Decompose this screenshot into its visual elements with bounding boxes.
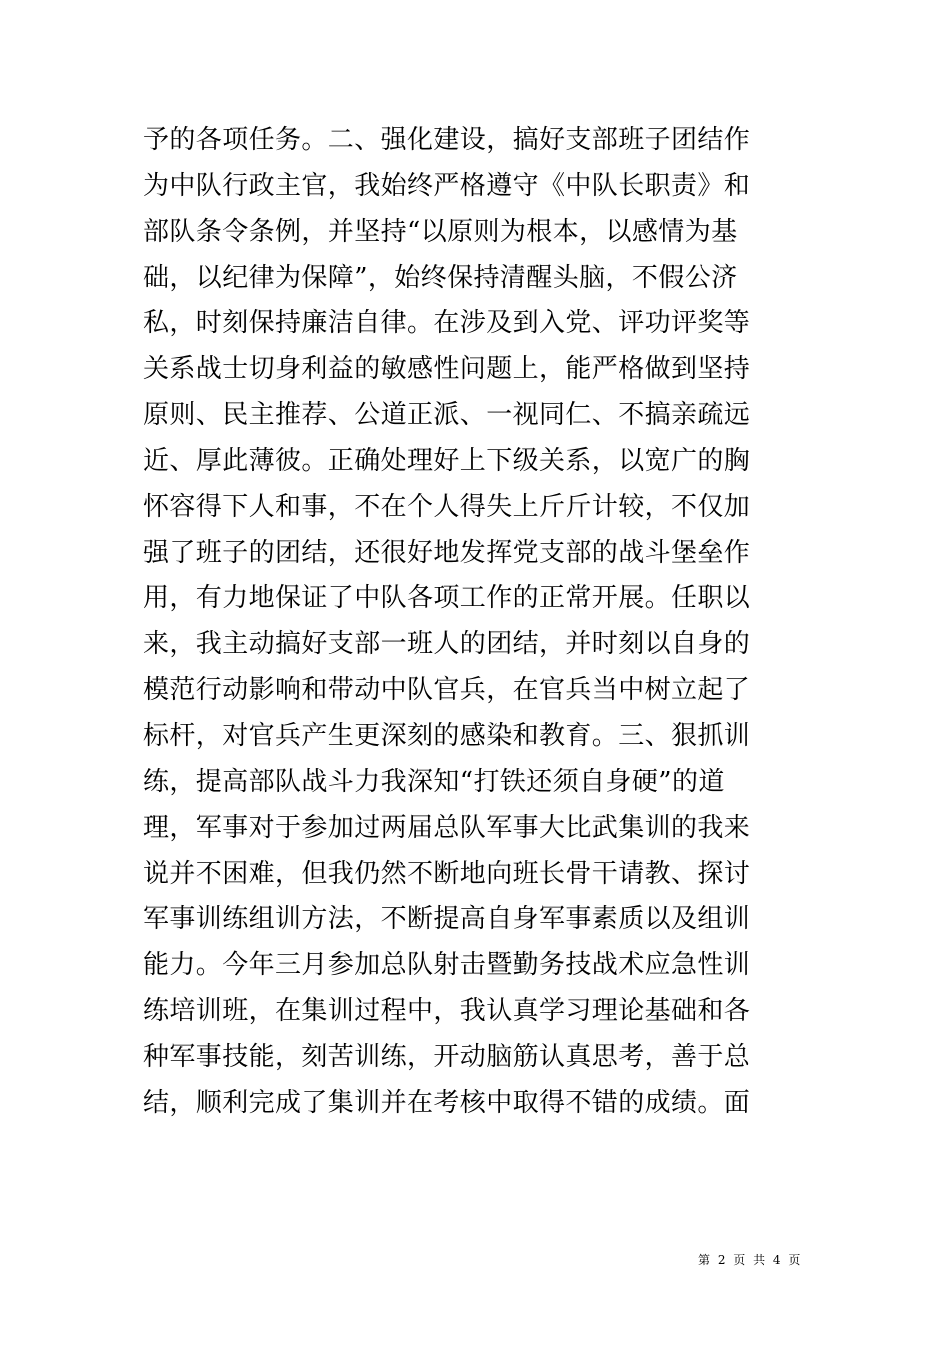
text-line: 础，以纪律为保障”，始终保持清醒头脑，不假公济 [143, 262, 738, 293]
text-line: 能力。今年三月参加总队射击暨勤务技战术应急性训 [143, 950, 751, 981]
text-line: 部队条令条例，并坚持“以原则为根本，以感情为基 [143, 216, 738, 247]
text-line: 结，顺利完成了集训并在考核中取得不错的成绩。面 [143, 1087, 751, 1118]
body-text [143, 118, 783, 1127]
text-line: 练培训班，在集训过程中，我认真学习理论基础和各 [143, 996, 751, 1027]
text-line: 来，我主动搞好支部一班人的团结，并时刻以自身的 [143, 629, 751, 660]
text-line: 予的各项任务。二、强化建设，搞好支部班子团结作 [143, 125, 751, 155]
text-line: 说并不困难，但我仍然不断地向班长骨干请教、探讨 [143, 858, 751, 889]
text-line: 关系战士切身利益的敏感性问题上，能严格做到坚持 [143, 354, 751, 385]
text-line: 强了班子的团结，还很好地发挥党支部的战斗堡垒作 [143, 537, 751, 568]
text-line: 军事训练组训方法，不断提高自身军事素质以及组训 [143, 904, 751, 935]
text-line: 模范行动影响和带动中队官兵，在官兵当中树立起了 [143, 675, 751, 706]
text-line: 种军事技能，刻苦训练，开动脑筋认真思考，善于总 [143, 1041, 751, 1072]
text-line: 近、厚此薄彼。正确处理好上下级关系，以宽广的胸 [143, 445, 751, 476]
page-number-footer: 第 2 页 共 4 页 [698, 1253, 801, 1267]
text-line: 用，有力地保证了中队各项工作的正常开展。任职以 [143, 583, 751, 614]
text-line: 怀容得下人和事，不在个人得失上斤斤计较，不仅加 [143, 491, 751, 522]
text-line: 私，时刻保持廉洁自律。在涉及到入党、评功评奖等 [143, 308, 751, 339]
text-line: 原则、民主推荐、公道正派、一视同仁、不搞亲疏远 [143, 400, 751, 431]
text-line: 练，提高部队战斗力我深知“打铁还须自身硬”的道 [143, 766, 725, 797]
text-line: 理，军事对于参加过两届总队军事大比武集训的我来 [143, 812, 751, 843]
text-line: 为中队行政主官，我始终严格遵守《中队长职责》和 [143, 170, 751, 201]
text-line: 标杆，对官兵产生更深刻的感染和教育。三、狠抓训 [143, 720, 751, 751]
